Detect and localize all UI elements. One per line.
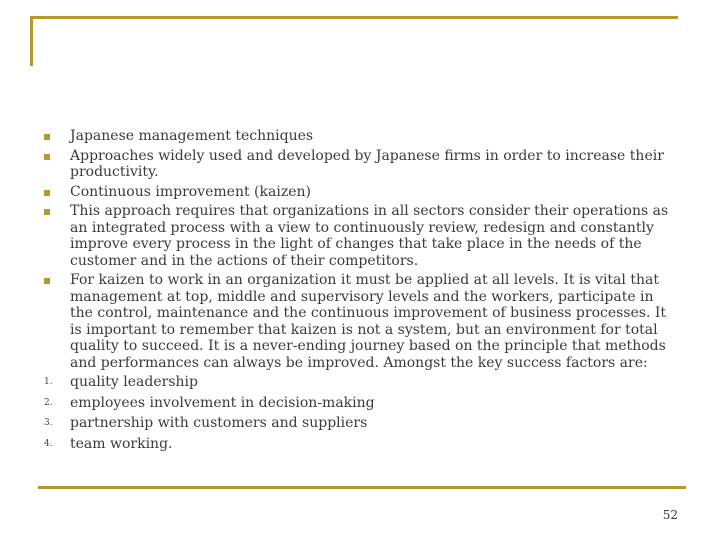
bullet-text: Continuous improvement (kaizen) bbox=[70, 183, 311, 200]
page-number: 52 bbox=[662, 508, 678, 522]
bullet-text: Japanese management techniques bbox=[70, 128, 314, 144]
numbered-text: quality leadership bbox=[70, 374, 198, 390]
item-number: 2. bbox=[44, 397, 53, 408]
item-number: 1. bbox=[44, 377, 53, 387]
square-bullet-icon bbox=[44, 128, 64, 145]
bullet-item bbox=[44, 128, 680, 145]
square-bullet-icon bbox=[44, 148, 64, 165]
numbered-item bbox=[44, 436, 680, 453]
bottom-border-line bbox=[38, 486, 686, 489]
bullet-text: For kaizen to work in an organization it must be applied at all levels. It is vital that management at top, middle and supervisory levels and the workers, participate in the control, maintenance and the continuous improvement of business processes. It is important to remember that kaizen is not a system, but an environment for total quality to succeed. It is a never-ending journey based on the principle that methods and performances can always be improved. Amongst the key success factors are: bbox=[70, 272, 667, 371]
top-border-line bbox=[30, 16, 678, 19]
square-bullet-icon bbox=[44, 184, 64, 201]
numbered-item bbox=[44, 374, 680, 391]
bullet-item bbox=[44, 148, 680, 181]
bullet-item bbox=[44, 184, 680, 201]
bullet-text: Approaches widely used and developed by Japanese firms in order to increase their productivity. bbox=[70, 147, 664, 180]
numbered-text: team working. bbox=[70, 435, 173, 452]
bullet-item bbox=[44, 203, 680, 269]
numbered-text: employees involvement in decision-making bbox=[70, 394, 375, 411]
item-number: 4. bbox=[44, 438, 53, 449]
square-bullet-icon bbox=[44, 272, 64, 289]
item-number: 3. bbox=[44, 418, 53, 428]
left-border-line bbox=[30, 16, 33, 66]
numbered-item bbox=[44, 415, 680, 432]
numbered-text: partnership with customers and suppliers bbox=[70, 415, 368, 431]
numbered-item bbox=[44, 395, 680, 412]
bullet-item bbox=[44, 272, 680, 371]
slide-body bbox=[44, 128, 680, 456]
square-bullet-icon bbox=[44, 203, 64, 220]
bullet-text: This approach requires that organizations in all sectors consider their operations as an integrated process with a view to continuously review, redesign and constantly improve every process in the light of changes that take place in the needs of the customer and in the actions of their competitors. bbox=[70, 203, 669, 269]
